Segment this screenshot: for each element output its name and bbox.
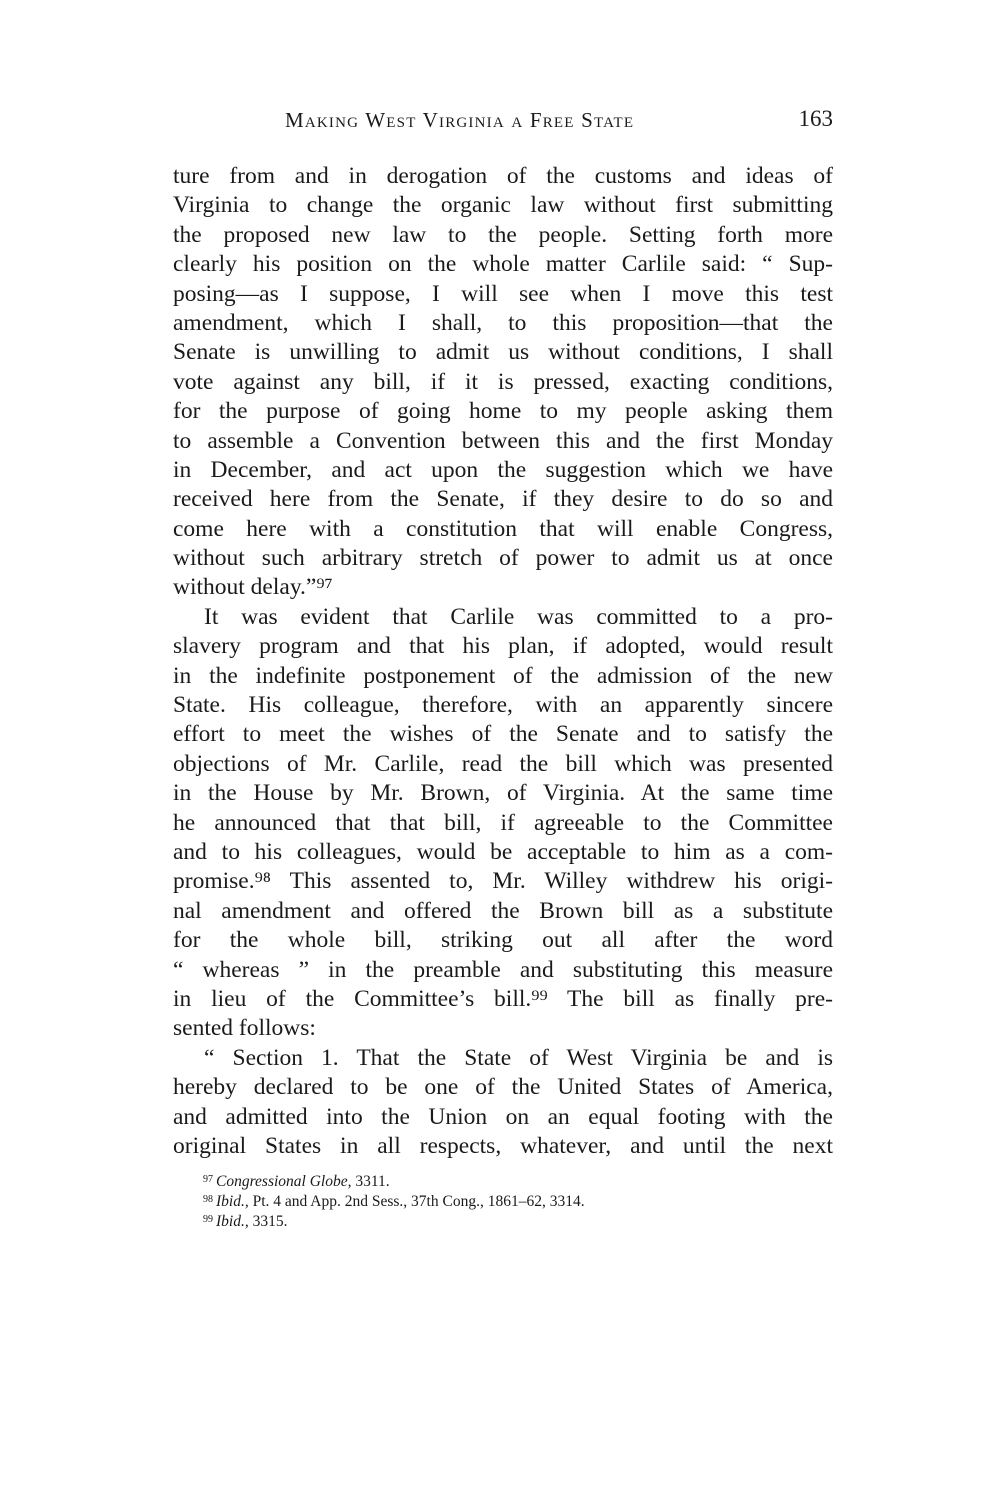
- text-line: received here from the Senate, if they desire to do so and: [173, 486, 833, 513]
- text-line: original States in all respects, whatever, and until the next: [173, 1132, 833, 1159]
- text-line: ture from and in derogation of the customs and ideas of: [173, 163, 833, 189]
- text-line: come here with a constitution that will enable Congress,: [173, 515, 833, 542]
- footnote-97: [203, 1170, 833, 1190]
- footnote-text: Pt. 4 and App. 2nd Sess., 37th Cong., 1861–62, 3314.: [248, 1193, 585, 1210]
- text-line: posing—as I suppose, I will see when I move this test: [173, 280, 833, 307]
- text-line: and to his colleagues, would be acceptable to him as a com-: [173, 838, 833, 865]
- footnote-marker: 98: [203, 1194, 213, 1205]
- text-line: State. His colleague, therefore, with an apparently sincere: [173, 692, 833, 719]
- footnote-source: Ibid.,: [216, 1193, 249, 1210]
- text-line: he announced that that bill, if agreeable to the Committee: [173, 809, 833, 836]
- footnote-source: Congressional Globe,: [216, 1173, 352, 1190]
- text-line: in lieu of the Committee’s bill.⁹⁹ The bill as finally pre-: [173, 985, 833, 1012]
- text-line: sented follows:: [173, 1015, 316, 1042]
- text-line: “ Section 1. That the State of West Virginia be and is: [204, 1044, 833, 1071]
- text-line: and admitted into the Union on an equal footing with the: [173, 1103, 833, 1130]
- text-line: nal amendment and offered the Brown bill as a substitute: [173, 897, 833, 924]
- text-line: clearly his position on the whole matter Carlile said: “ Sup-: [173, 251, 833, 278]
- footnote-99: [203, 1210, 833, 1230]
- text-line: It was evident that Carlile was committed to a pro-: [204, 603, 833, 630]
- running-head: Making West Virginia a Free State: [285, 108, 635, 132]
- text-line: Senate is unwilling to admit us without conditions, I shall: [173, 339, 833, 366]
- footnote-marker: 97: [203, 1174, 213, 1185]
- text-line: vote against any bill, if it is pressed, exacting conditions,: [173, 368, 833, 395]
- text-line: in December, and act upon the suggestion which we have: [173, 456, 833, 483]
- text-line: for the purpose of going home to my people asking them: [173, 398, 833, 425]
- text-line: in the House by Mr. Brown, of Virginia. At the same time: [173, 780, 833, 807]
- footnote-98: [203, 1190, 833, 1210]
- text-line: promise.⁹⁸ This assented to, Mr. Willey withdrew his origi-: [173, 868, 833, 895]
- text-line: amendment, which I shall, to this proposition—that the: [173, 309, 833, 336]
- page-number: 163: [798, 106, 833, 131]
- footnote-text: 3311.: [351, 1173, 390, 1190]
- text-line: in the indefinite postponement of the admission of the new: [173, 662, 833, 689]
- text-line: to assemble a Convention between this and the first Monday: [173, 427, 833, 454]
- text-line: without delay.”⁹⁷: [173, 574, 333, 601]
- text-line: Virginia to change the organic law without first submitting: [173, 192, 833, 219]
- text-line: effort to meet the wishes of the Senate and to satisfy the: [173, 721, 833, 748]
- footnote-marker: 99: [203, 1214, 213, 1225]
- footnotes: [203, 1170, 833, 1230]
- text-line: “ whereas ” in the preamble and substituting this measure: [173, 956, 833, 983]
- text-line: the proposed new law to the people. Setting forth more: [173, 221, 833, 248]
- footnote-source: Ibid.,: [216, 1213, 249, 1230]
- text-line: hereby declared to be one of the United States of America,: [173, 1074, 833, 1101]
- text-line: without such arbitrary stretch of power to admit us at once: [173, 545, 833, 572]
- text-line: slavery program and that his plan, if adopted, would result: [173, 633, 833, 660]
- text-line: for the whole bill, striking out all after the word: [173, 927, 833, 954]
- footnote-text: 3315.: [248, 1213, 288, 1230]
- text-line: objections of Mr. Carlile, read the bill which was presented: [173, 750, 833, 777]
- page-header: [173, 104, 833, 140]
- body-text: [173, 162, 833, 1161]
